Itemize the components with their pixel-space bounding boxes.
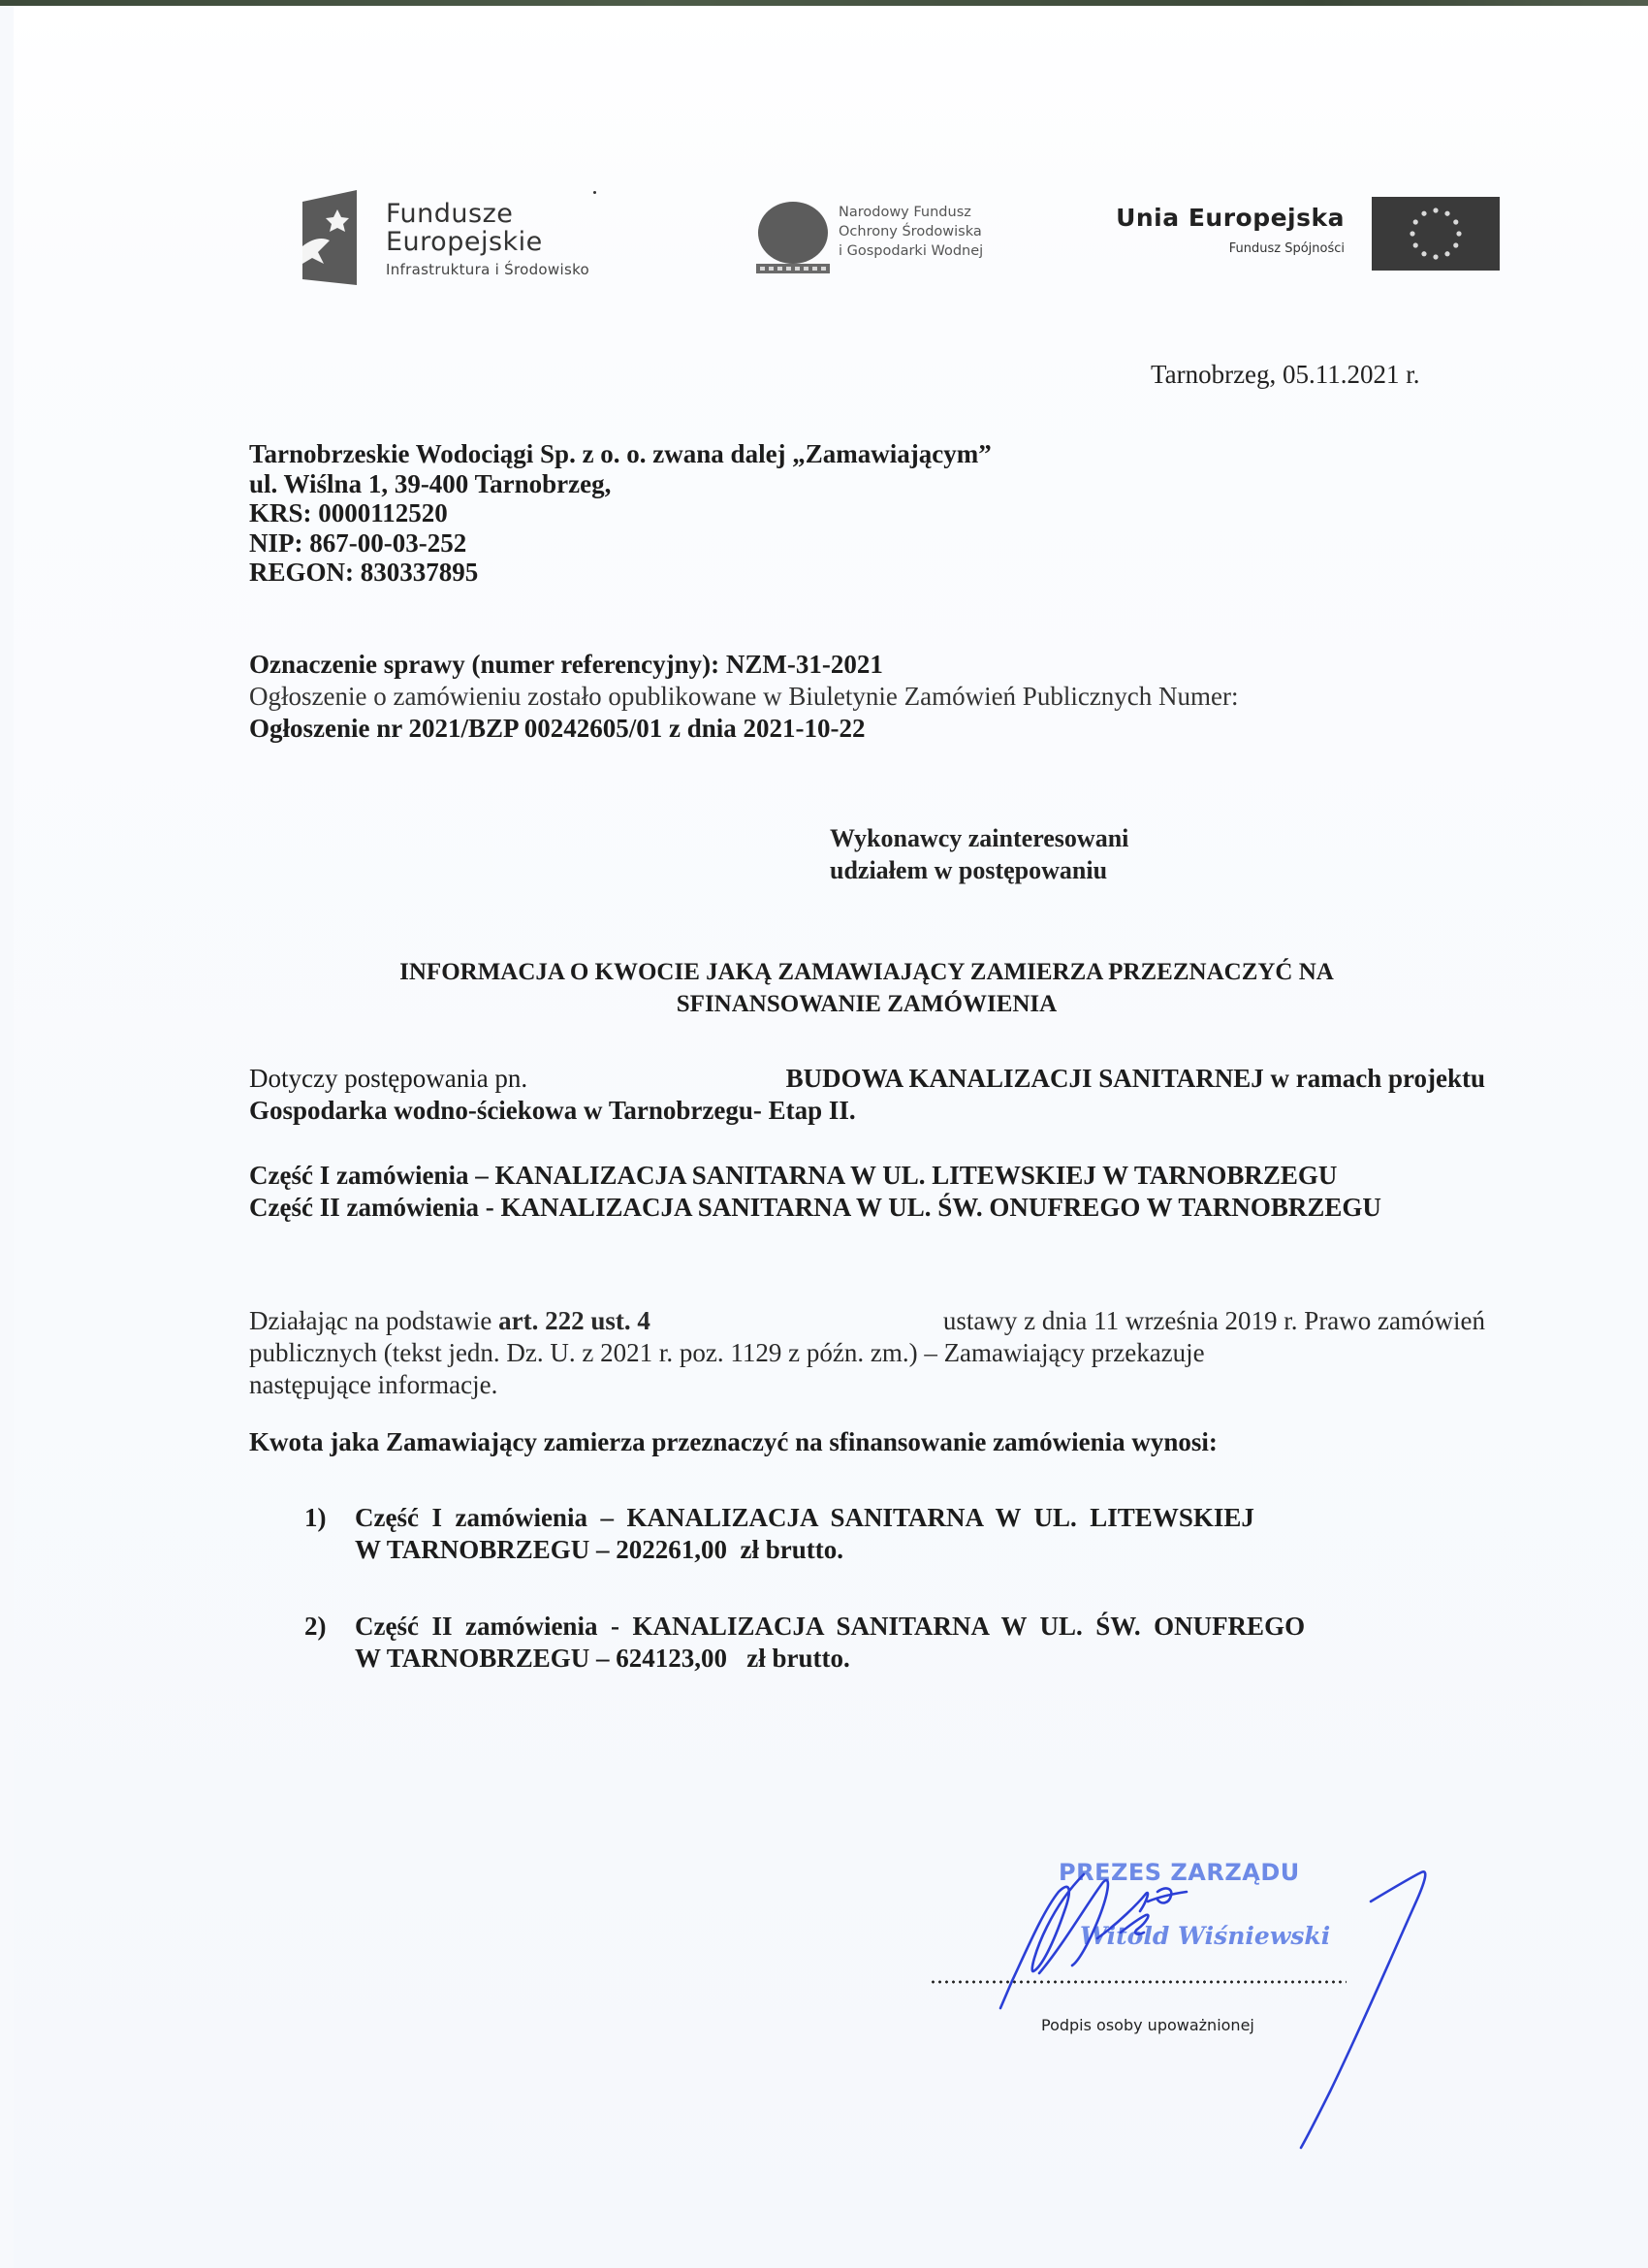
subject-title-part2: Gospodarka wodno-ściekowa w Tarnobrzegu- Etap II. <box>249 1096 856 1125</box>
heading-line1: INFORMACJA O KWOCIE JAKĄ ZAMAWIAJĄCY ZAMIERZA PRZEZNACZYĆ NA <box>399 959 1334 985</box>
legal-basis-post: ustawy z dnia 11 września 2019 r. Prawo zamówień <box>942 1306 1485 1335</box>
case-number: Oznaczenie sprawy (numer referencyjny): NZM-31-2021 <box>249 650 883 679</box>
authority-nip: NIP: 867-00-03-252 <box>249 527 467 558</box>
eu-flag-star <box>1413 242 1418 247</box>
recipients-line1: Wykonawcy zainteresowani <box>830 824 1129 852</box>
logo-ue-title: Unia Europejska <box>1116 204 1345 232</box>
scan-speck <box>593 191 596 194</box>
amount-item-1 <box>304 1502 1485 1566</box>
authority-name: Tarnobrzeskie Wodociągi Sp. z o. o. zwana dalej „Zamawiającym” <box>249 439 992 468</box>
document-page <box>14 6 1648 2268</box>
reference-block <box>249 649 1239 745</box>
heading-line2: SFINANSOWANIE ZAMÓWIENIA <box>676 991 1058 1017</box>
logo-fe-line1: Fundusze <box>386 199 514 229</box>
amount-item-2-line1: Część II zamówienia - KANALIZACJA SANITARNA W UL. ŚW. ONUFREGO <box>355 1612 1306 1641</box>
legal-basis-line3: następujące informacje. <box>249 1370 498 1399</box>
logo-nfosigw <box>839 203 983 261</box>
eu-flag-star <box>1453 219 1458 224</box>
document-heading <box>333 956 1400 1020</box>
eu-flag-star <box>1433 208 1438 212</box>
eu-flag-star <box>1456 231 1461 236</box>
logo-nf-line1: Narodowy Fundusz <box>839 205 971 220</box>
eu-flag-star <box>1444 251 1449 256</box>
amount-item-number: 1) <box>304 1503 327 1532</box>
logo-fe-line3: Infrastruktura i Środowisko <box>386 261 589 278</box>
legal-basis-paragraph <box>249 1305 1485 1401</box>
logo-nf-line2: Ochrony Środowiska <box>839 224 982 240</box>
legal-basis-article: art. 222 ust. 4 <box>498 1306 650 1335</box>
eu-flag-star <box>1410 231 1414 236</box>
eu-flag-star <box>1453 242 1458 247</box>
part-2: Część II zamówienia - KANALIZACJA SANITARNA W UL. ŚW. ONUFREGO W TARNOBRZEGU <box>249 1193 1381 1222</box>
part-1: Część I zamówienia – KANALIZACJA SANITARNA W UL. LITEWSKIEJ W TARNOBRZEGU <box>249 1161 1338 1190</box>
amount-item-line1 <box>355 1611 1485 1643</box>
authority-address: ul. Wiślna 1, 39-400 Tarnobrzeg, <box>249 468 612 498</box>
amount-item-1-line1: Część I zamówienia – KANALIZACJA SANITARNA W UL. LITEWSKIEJ <box>355 1503 1254 1532</box>
fundusze-europejskie-star-icon <box>302 190 357 285</box>
eu-flag-star <box>1421 211 1426 216</box>
subject-paragraph <box>249 1063 1485 1127</box>
authority-krs: KRS: 0000112520 <box>249 498 448 527</box>
place-and-date: Tarnobrzeg, 05.11.2021 r. <box>1151 360 1420 389</box>
stamp-title: PREZES ZARZĄDU <box>1059 1859 1300 1886</box>
recipients-line2: udziałem w postępowaniu <box>830 856 1108 884</box>
recipients-block <box>830 822 1128 886</box>
amount-item-1-line2: W TARNOBRZEGU – 202261,00 zł brutto. <box>355 1535 844 1564</box>
parts-list <box>249 1160 1381 1224</box>
logo-unia-europejska <box>1107 204 1345 256</box>
eu-flag-star <box>1444 211 1449 216</box>
eu-flag-star <box>1421 251 1426 256</box>
signature-caption: Podpis osoby upoważnionej <box>1041 2016 1254 2034</box>
subject-title-part1: BUDOWA KANALIZACJI SANITARNEJ w ramach projektu <box>785 1064 1485 1093</box>
logo-ue-subtitle: Fundusz Spójności <box>1228 241 1345 256</box>
eu-flag-star <box>1413 219 1418 224</box>
eu-flag-icon <box>1372 197 1500 271</box>
legal-basis-pre: Działając na podstawie <box>249 1306 492 1335</box>
amount-item-line1 <box>355 1502 1485 1534</box>
handwritten-signature <box>983 1853 1477 2183</box>
nfosigw-globe-icon <box>754 200 832 277</box>
subject-lead: Dotyczy postępowania pn. <box>249 1064 528 1093</box>
amount-intro: Kwota jaka Zamawiający zamierza przeznaczyć na sfinansowanie zamówienia wynosi: <box>249 1427 1218 1456</box>
publication-note: Ogłoszenie o zamówieniu zostało opublikowane w Biuletynie Zamówień Publicznych Numer: <box>249 682 1239 711</box>
legal-basis-line2: publicznych (tekst jedn. Dz. U. z 2021 r. poz. 1129 z późn. zm.) – Zamawiający przekazuje <box>249 1338 1205 1367</box>
logo-nf-line3: i Gospodarki Wodnej <box>839 243 984 259</box>
amount-item-2 <box>304 1611 1485 1675</box>
logo-fundusze-europejskie <box>386 200 589 278</box>
stamp-name: Witold Wiśniewski <box>1080 1922 1331 1950</box>
amount-item-number: 2) <box>304 1612 327 1641</box>
logo-fe-line2: Europejskie <box>386 227 543 257</box>
authority-regon: REGON: 830337895 <box>249 558 479 587</box>
amount-item-2-line2: W TARNOBRZEGU – 624123,00 zł brutto. <box>355 1644 850 1673</box>
announcement-number: Ogłoszenie nr 2021/BZP 00242605/01 z dnia 2021-10-22 <box>249 714 866 743</box>
contracting-authority-block <box>249 439 992 588</box>
eu-flag-star <box>1433 254 1438 259</box>
